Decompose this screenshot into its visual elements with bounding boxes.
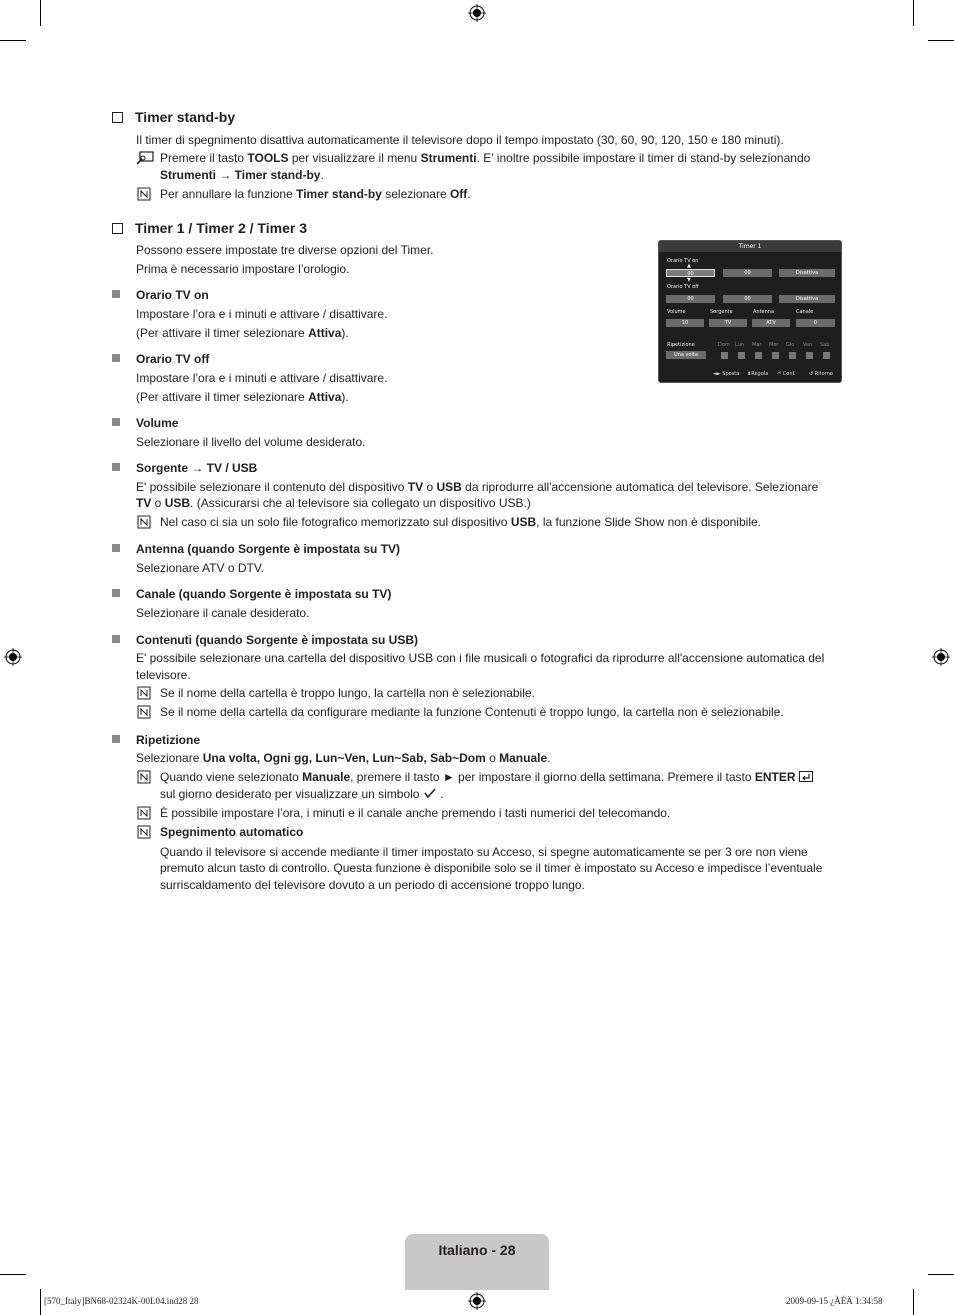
cancel-note <box>160 186 471 203</box>
text-bold: Attiva <box>308 390 342 404</box>
osd-day-checkbox[interactable] <box>755 352 762 359</box>
item-title: Ripetizione <box>136 733 201 747</box>
registration-mark-icon <box>468 1292 486 1310</box>
text: Ritorno <box>814 371 833 377</box>
text: . <box>440 787 444 801</box>
note-text: surriscaldamento del televisore dovuto a un periodo di accensione troppo lungo. <box>160 878 585 892</box>
osd-foot-adjust <box>747 371 768 377</box>
note-title: Spegnimento automatico <box>160 825 304 839</box>
heading-text: Timer stand-by <box>135 109 236 125</box>
osd-day: Dom <box>718 342 730 348</box>
text: selezionare <box>381 187 450 201</box>
text-bold: USB <box>164 496 191 510</box>
bullet-icon <box>112 463 120 471</box>
bullet-icon <box>112 354 120 362</box>
osd-off-minute[interactable]: 00 <box>723 295 772 303</box>
osd-foot-move <box>713 371 739 377</box>
bullet-icon <box>112 635 120 643</box>
text-bold: TV <box>136 496 152 510</box>
text: Sposta <box>722 371 740 377</box>
item-text <box>136 750 550 766</box>
heading-text: Timer 1 / Timer 2 / Timer 3 <box>135 220 307 236</box>
osd-day-checkbox[interactable] <box>823 352 830 359</box>
text: . <box>547 751 551 765</box>
text: Nel caso ci sia un solo file fotografico memorizzato sul dispositivo <box>160 515 511 529</box>
registration-mark-icon <box>932 648 950 666</box>
item-title: Sorgente → TV / USB <box>136 461 258 475</box>
item-text <box>136 479 818 495</box>
text-bold: Off <box>449 187 468 201</box>
text: . <box>467 187 471 201</box>
text: (Per attivare il timer selezionare <box>136 326 309 340</box>
note-icon <box>136 187 154 201</box>
text-bold: ENTER <box>754 770 796 784</box>
osd-on-state[interactable]: Disattiva <box>779 269 835 277</box>
osd-channel-label: Canale <box>796 309 814 315</box>
item-text <box>136 325 349 341</box>
osd-channel-value[interactable]: 0 <box>796 319 835 327</box>
text: ). <box>341 390 349 404</box>
text: . (Assicurarsi che al televisore sia collegato un dispositivo USB.) <box>190 496 531 510</box>
osd-day: Mer <box>769 342 779 348</box>
osd-day-checkbox[interactable] <box>806 352 813 359</box>
osd-antenna-label: Antenna <box>753 309 775 315</box>
item-text: televisore. <box>136 668 191 682</box>
item-title: Orario TV off <box>136 352 210 366</box>
osd-volume-value[interactable]: 10 <box>666 319 704 327</box>
return-icon: ↺ <box>809 371 814 377</box>
note-text <box>160 769 813 786</box>
text-bold: USB <box>436 480 462 494</box>
text: per visualizzare il menu <box>288 151 421 165</box>
crop-mark <box>913 1289 914 1315</box>
checkmark-icon <box>423 787 437 799</box>
text: o <box>423 480 437 494</box>
note-text: premuto alcun tasto di controllo. Questa funzione è disponibile solo se il timer è impostato su Acceso e impedisce l’eventuale <box>160 861 823 875</box>
osd-day-checkbox[interactable] <box>789 352 796 359</box>
registration-mark-icon <box>468 4 486 22</box>
note-icon <box>136 705 154 719</box>
note-text: È possibile impostare l’ora, i minuti e il canale anche premendo i tasti numerici del telecomando. <box>160 806 671 820</box>
text: . E’ inoltre possibile impostare il timer di stand-by selezionando <box>476 151 811 165</box>
arrows-lr-icon: ◄► <box>713 371 721 377</box>
text: sul giorno desiderato per visualizzare un simbolo <box>160 787 420 801</box>
osd-repeat-value[interactable]: Una volta <box>666 351 706 359</box>
text-bold: Una volta, Ogni gg, Lun~Ven, Lun~Sab, Sab~Dom <box>202 751 486 765</box>
osd-off-hour[interactable]: 00 <box>666 295 715 303</box>
crop-mark <box>913 0 914 26</box>
item-title: Volume <box>136 416 179 430</box>
paragraph: Prima è necessario impostare l’orologio. <box>136 262 350 276</box>
enter-icon: ⏎ <box>777 371 782 377</box>
bullet-icon <box>112 290 120 298</box>
crop-mark <box>40 0 41 26</box>
text: ). <box>341 326 349 340</box>
osd-on-minute[interactable]: 00 <box>723 269 772 277</box>
osd-day: Ven <box>803 342 813 348</box>
text-bold: Attiva <box>308 326 342 340</box>
text-bold: Timer stand-by <box>296 187 382 201</box>
section-heading-timer-standby <box>112 109 235 125</box>
note-text <box>160 786 444 803</box>
item-text: Selezionare il canale desiderato. <box>136 606 310 620</box>
item-text: E' possibile selezionare una cartella del dispositivo USB con i file musicali o fotografici da riprodurre all'accensione automatica del <box>136 651 825 665</box>
text: Selezionare <box>136 751 203 765</box>
text: E' possibile selezionare il contenuto del dispositivo <box>136 480 408 494</box>
item-text: Selezionare ATV o DTV. <box>136 561 265 575</box>
text: Quando viene selezionato <box>160 770 303 784</box>
osd-day-checkbox[interactable] <box>738 352 745 359</box>
text-bold: TV <box>407 480 424 494</box>
crop-mark <box>928 1274 954 1275</box>
crop-mark <box>928 40 954 41</box>
osd-day: Lun <box>735 342 745 348</box>
text-bold: Manuale <box>499 751 548 765</box>
item-text: Selezionare il livello del volume desiderato. <box>136 435 366 449</box>
bullet-icon <box>112 735 120 743</box>
osd-on-hour[interactable]: 00 <box>666 269 715 277</box>
note-icon <box>136 686 154 700</box>
text-bold: TOOLS <box>247 151 289 165</box>
crop-mark <box>40 1289 41 1315</box>
osd-source-value[interactable]: TV <box>709 319 747 327</box>
registration-mark-icon <box>4 648 22 666</box>
osd-volume-label: Volume <box>667 309 686 315</box>
text: Regola <box>751 371 769 377</box>
note-icon <box>136 770 154 784</box>
arrow-up-icon: ▲ <box>687 263 691 269</box>
text: Premere il tasto <box>160 151 248 165</box>
page-number-tab <box>405 1234 549 1290</box>
osd-day-checkbox[interactable] <box>721 352 728 359</box>
checkbox-icon <box>112 112 123 123</box>
crop-mark <box>0 40 26 41</box>
osd-foot-confirm <box>777 371 796 377</box>
text: (Per attivare il timer selezionare <box>136 390 309 404</box>
item-title: Contenuti (quando Sorgente è impostata su USB) <box>136 633 419 647</box>
note-text: Se il nome della cartella è troppo lungo, la cartella non è selezionabile. <box>160 686 535 700</box>
osd-day-checkbox[interactable] <box>772 352 779 359</box>
crop-mark <box>0 1274 26 1275</box>
arrows-ud-icon: ⬍ <box>747 371 752 377</box>
item-text: Impostare l’ora e i minuti e attivare / disattivare. <box>136 371 388 385</box>
paragraph: Possono essere impostate tre diverse opzioni del Timer. <box>136 243 434 257</box>
osd-off-state[interactable]: Disattiva <box>779 295 835 303</box>
note-icon <box>136 515 154 529</box>
text: o <box>151 496 165 510</box>
item-title: Canale (quando Sorgente è impostata su TV) <box>136 587 392 601</box>
text-bold: Manuale <box>302 770 351 784</box>
note-text <box>160 514 761 531</box>
note-icon <box>136 825 154 839</box>
text: o <box>485 751 500 765</box>
text-bold: Strumenti <box>420 151 477 165</box>
osd-antenna-value[interactable]: ATV <box>752 319 790 327</box>
note-icon <box>136 806 154 820</box>
arrow-down-icon: ▼ <box>687 277 691 283</box>
file-slug: [570_Italy]BN68-02324K-00L04.ind28 28 <box>44 1296 199 1306</box>
checkbox-icon <box>112 223 123 234</box>
osd-source-label: Sorgente <box>710 309 733 315</box>
bullet-icon <box>112 589 120 597</box>
tools-note <box>160 150 830 184</box>
osd-off-label: Orario TV off <box>667 284 699 290</box>
osd-title: Timer 1 <box>659 241 841 252</box>
section-heading-timer123 <box>112 220 307 236</box>
item-title: Antenna (quando Sorgente è impostata su TV) <box>136 542 401 556</box>
text: , la funzione Slide Show non è disponibile. <box>536 515 761 529</box>
osd-day: Sab <box>820 342 830 348</box>
tools-icon <box>136 151 154 165</box>
text-bold: USB <box>510 515 537 529</box>
text: . <box>320 168 324 182</box>
timer-osd-screen <box>658 240 842 383</box>
note-text: Quando il televisore si accende mediante il timer impostato su Acceso, si spegne automaticamente se per 3 ore non viene <box>160 845 808 859</box>
item-text: Impostare l’ora e i minuti e attivare / disattivare. <box>136 307 388 321</box>
print-timestamp: 2009-09-15 ¿ÀÈÄ 1:34:58 <box>786 1296 883 1306</box>
enter-key-icon <box>799 771 813 782</box>
item-title: Orario TV on <box>136 288 209 302</box>
osd-repeat-label: Ripetizione <box>667 342 695 348</box>
bullet-icon <box>112 544 120 552</box>
text: , premere il tasto ► per impostare il giorno della settimana. Premere il tasto <box>350 770 755 784</box>
item-text <box>136 495 531 511</box>
osd-day: Gio <box>786 342 795 348</box>
osd-on-label: Orario TV on <box>667 258 699 264</box>
paragraph: Il timer di spegnimento disattiva automaticamente il televisore dopo il tempo impostato (30, 60, 90, 120, 150 e 180 minuti). <box>136 133 784 147</box>
bullet-icon <box>112 418 120 426</box>
page-number: Italiano - 28 <box>438 1242 516 1258</box>
text: Conf. <box>782 371 796 377</box>
text: da riprodurre all'accensione automatica del televisore. Selezionare <box>461 480 819 494</box>
osd-foot-return <box>809 371 833 377</box>
item-text <box>136 389 349 405</box>
note-text: Se il nome della cartella da configurare mediante la funzione Contenuti è troppo lungo, la cartella non è selezionabile. <box>160 705 784 719</box>
osd-day: Mar <box>752 342 762 348</box>
text-bold: Strumenti → Timer stand-by <box>160 168 321 182</box>
text: Per annullare la funzione <box>160 187 297 201</box>
